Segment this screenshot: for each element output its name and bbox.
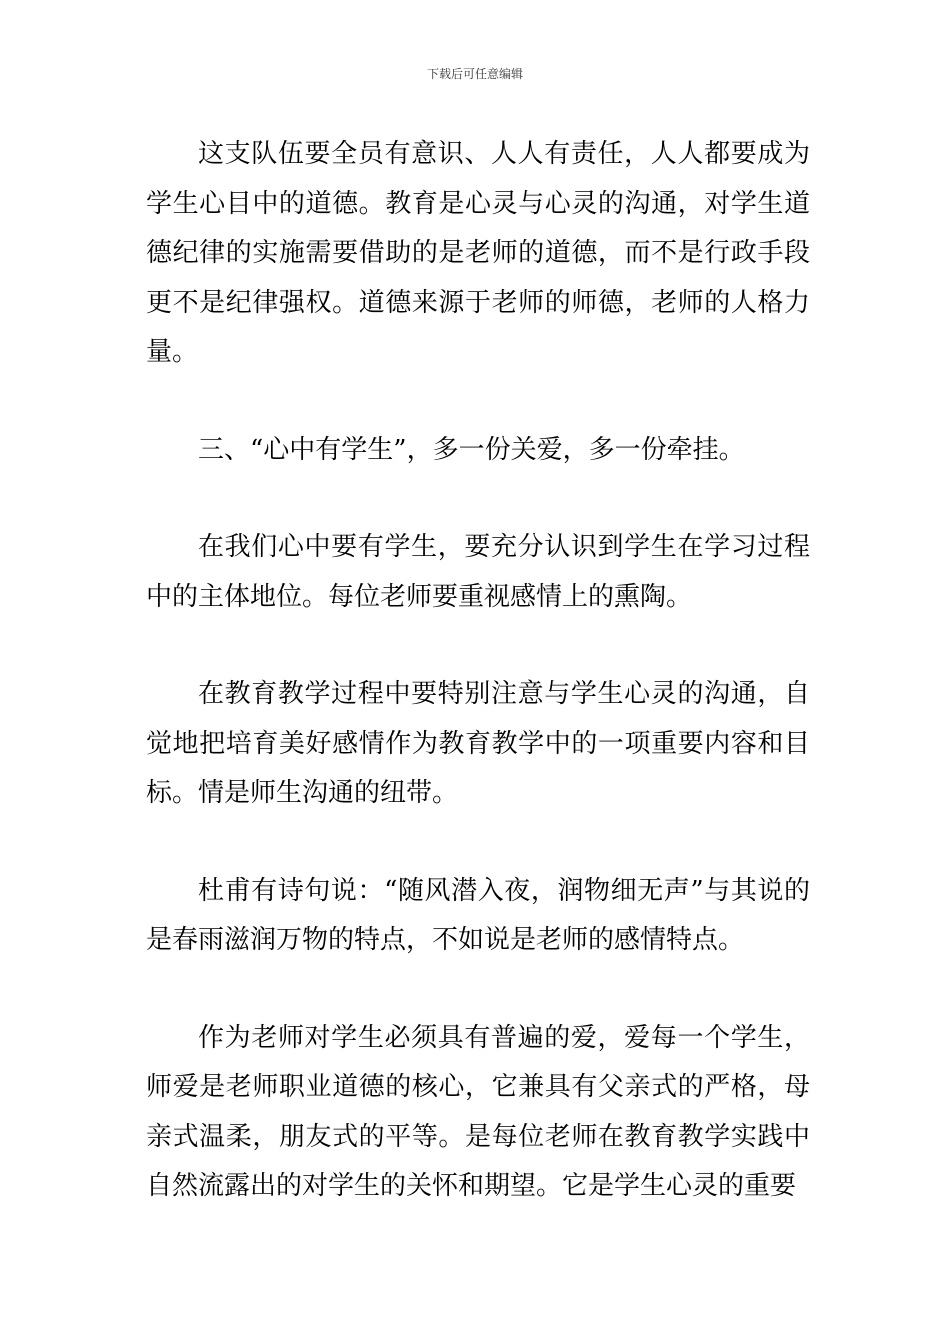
section-heading: 三、“心中有学生”，多一份关爱，多一份牵挂。 [198, 434, 745, 465]
paragraph-spacer [146, 819, 810, 867]
paragraph-spacer [146, 622, 810, 670]
paragraph-spacer [146, 475, 810, 523]
paragraph-4: 杜甫有诗句说：“随风潜入夜，润物细无声”与其说的是春雨滋润万物的特点，不如说是老师的感情特点。 [146, 875, 810, 955]
paragraph-spacer [146, 378, 810, 426]
document-body [146, 130, 810, 1212]
paragraph-3: 在教育教学过程中要特别注意与学生心灵的沟通，自觉地把培育美好感情作为教育教学中的一项重要内容和目标。情是师生沟通的纽带。 [146, 679, 810, 808]
paragraph-spacer [146, 966, 810, 1014]
paragraph-1: 这支队伍要全员有意识、人人有责任，人人都要成为学生心目中的道德。教育是心灵与心灵的沟通，对学生道德纪律的实施需要借助的是老师的道德，而不是行政手段更不是纪律强权。道德来源于老师的师德，老师的人格力量。 [146, 139, 810, 367]
paragraph-5: 作为老师对学生必须具有普遍的爱，爱每一个学生，师爱是老师职业道德的核心，它兼具有父亲式的严格，母亲式温柔，朋友式的平等。是每位老师在教育教学实践中自然流露出的对学生的关怀和期望。它是学生心灵的重要 [146, 1022, 810, 1201]
paragraph-2: 在我们心中要有学生，要充分认识到学生在学习过程中的主体地位。每位老师要重视感情上的熏陶。 [146, 532, 810, 612]
page-header: 下载后可任意编辑 [426, 67, 523, 81]
